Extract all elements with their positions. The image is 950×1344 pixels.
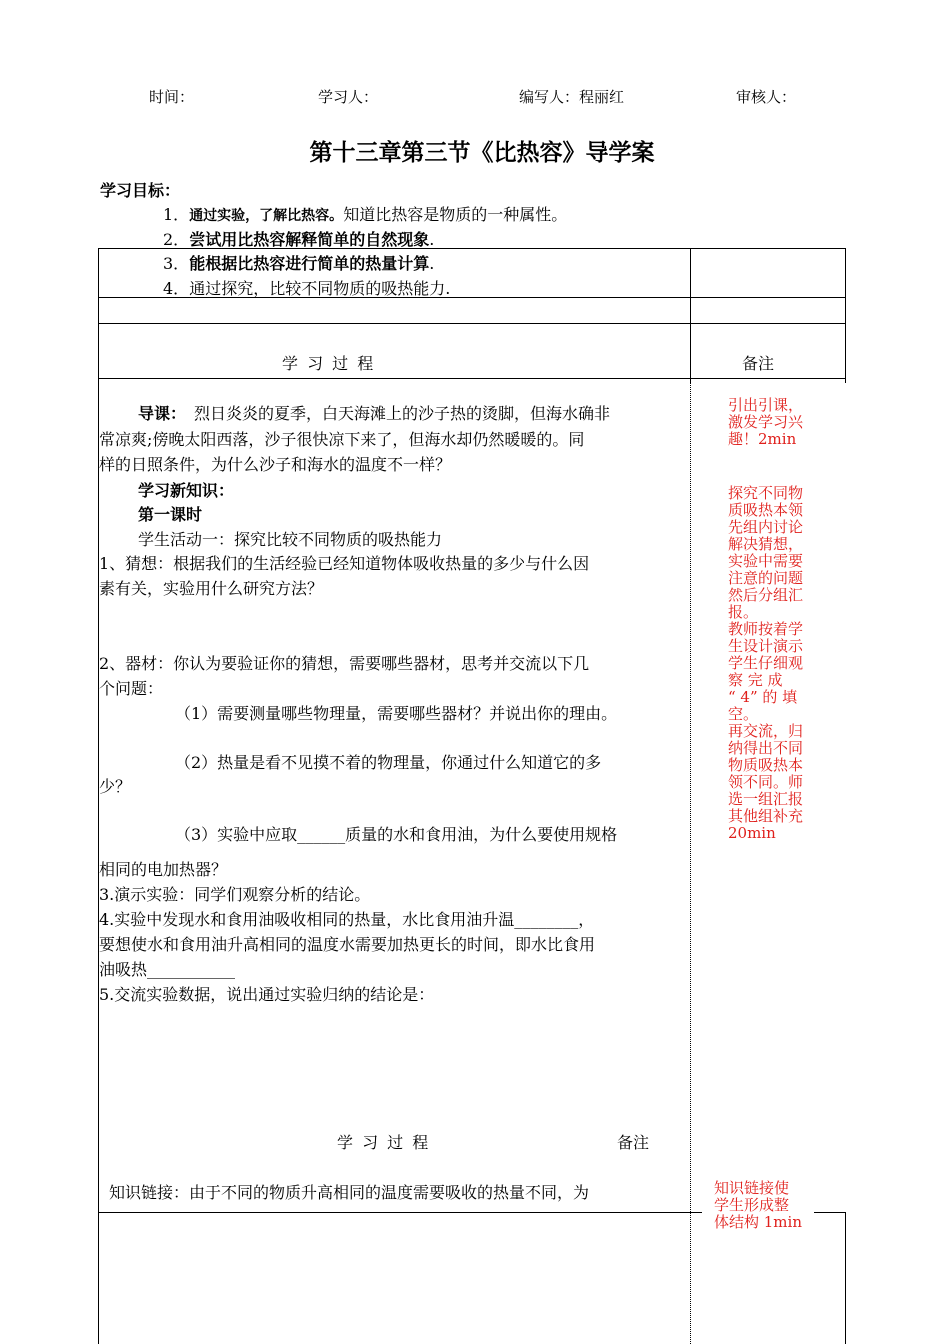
note-line: 引出引课， (728, 396, 804, 414)
note-line: 然后分组汇 (728, 586, 804, 604)
note-line: 激发学习兴 (728, 413, 804, 431)
note-line: 实验中需要 (728, 552, 804, 570)
note-line: 报。 (728, 603, 759, 621)
table-line (814, 1212, 845, 1213)
question-4: 油吸热___________ (99, 960, 236, 979)
table-line (98, 378, 845, 379)
question-1: 素有关，实验用什么研究方法？ (99, 579, 324, 598)
page-title: 第十三章第三节《比热容》导学案 (309, 139, 655, 166)
note-line: 纳得出不同 (728, 739, 804, 757)
question-1: 1、猜想：根据我们的生活经验已经知道物体吸收热量的多少与什么因 (99, 554, 590, 573)
objective-item (163, 276, 450, 299)
objective-text: 通过探究，比较不同物质的吸热能力. (189, 279, 451, 298)
note-line: 生设计演示 (728, 637, 804, 655)
note-line: 20min (728, 824, 776, 842)
objective-number: 2． (163, 230, 190, 249)
notes-header-2: 备注 (617, 1133, 650, 1152)
sub-question-2: （2）热量是看不见摸不着的物理量，你通过什么知道它的多 (175, 753, 602, 772)
intro-line: 常凉爽;傍晚太阳西落，沙子很快凉下来了，但海水却仍然暖暖的。同 (99, 430, 585, 449)
note-line: 探究不同物 (728, 484, 804, 502)
time-label: 时间： (149, 88, 195, 106)
note-line: 教师按着学 (728, 620, 804, 638)
note-line: 解决猜想， (728, 535, 804, 553)
sub-question-3: （3）实验中应取______质量的水和食用油，为什么要使用规格 (175, 825, 618, 844)
note-link (714, 1180, 802, 1231)
note-line: 趣！2min (728, 430, 797, 448)
activity1-title: 学生活动一：探究比较不同物质的吸热能力 (138, 530, 443, 549)
table-divider (690, 248, 691, 383)
objective-bold-text: 通过实验，了解比热容。 (189, 208, 344, 224)
objective-number: 1． (163, 205, 190, 224)
learner-label: 学习人： (318, 88, 379, 106)
table-divider (690, 383, 691, 1344)
question-2: 个问题： (99, 679, 164, 698)
note-line: 其他组补充 (728, 807, 804, 825)
question-4: 要想使水和食用油升高相同的温度水需要加热更长的时间，即水比食用 (99, 935, 596, 954)
note-line: 学生形成整 (714, 1196, 790, 1214)
note-activity (728, 485, 803, 842)
table-line (98, 323, 845, 324)
table-line (98, 248, 845, 249)
objectives-heading: 学习目标： (100, 181, 181, 200)
question-4: 4.实验中发现水和食用油吸收相同的热量，水比食用油升温________， (99, 910, 595, 929)
note-line: 注意的问题 (728, 569, 804, 587)
table-line (98, 1212, 702, 1213)
objective-number: 4． (163, 279, 190, 298)
objective-item (163, 202, 567, 225)
objective-bold-text: 尝试用比热容解释简单的自然现象 (189, 230, 430, 249)
objective-item (163, 251, 434, 274)
note-line: “ 4” 的 填 (728, 688, 798, 706)
sub-question-3: 相同的电加热器？ (99, 860, 228, 879)
note-line: 物质吸热本 (728, 756, 804, 774)
objective-text: 知道比热容是物质的一种属性。 (343, 205, 568, 224)
note-line: 体结构 1min (714, 1213, 802, 1231)
note-line: 领不同。师 (728, 773, 804, 791)
table-border-right (845, 248, 846, 383)
intro-label: 导课： (138, 404, 187, 423)
knowledge-link-text: 知识链接：由于不同的物质升高相同的温度需要吸收的热量不同，为 (109, 1183, 590, 1202)
table-border-right (845, 1212, 846, 1344)
first-period-heading: 第一课时 (138, 505, 203, 524)
objective-text: . (429, 254, 435, 273)
process-header: 学 习 过 程 (282, 354, 376, 373)
note-intro (728, 397, 803, 448)
objective-text: . (429, 230, 435, 249)
note-line: 选一组汇报 (728, 790, 804, 808)
process-header-2: 学 习 过 程 (337, 1133, 431, 1152)
note-line: 知识链接使 (714, 1179, 790, 1197)
note-line: 质吸热本领 (728, 501, 804, 519)
intro-line: 样的日照条件，为什么沙子和海水的温度不一样？ (99, 455, 452, 474)
question-2: 2、器材：你认为要验证你的猜想，需要哪些器材，思考并交流以下几 (99, 654, 590, 673)
objective-bold-text: 能根据比热容进行简单的热量计算 (189, 254, 430, 273)
sub-question-1: （1）需要测量哪些物理量，需要哪些器材？并说出你的理由。 (175, 704, 618, 723)
note-line: 先组内讨论 (728, 518, 804, 536)
question-5: 5.交流实验数据，说出通过实验归纳的结论是： (99, 985, 435, 1004)
reviewer-label: 审核人： (736, 88, 797, 106)
objective-item (163, 227, 434, 250)
author-label: 编写人：程丽红 (519, 88, 625, 106)
note-line: 察 完 成 (728, 671, 783, 689)
question-3: 3.演示实验：同学们观察分析的结论。 (99, 885, 371, 904)
note-line: 再交流，归 (728, 722, 804, 740)
sub-question-2: 少？ (99, 777, 132, 796)
note-line: 空。 (728, 705, 759, 723)
new-knowledge-heading: 学习新知识： (138, 481, 235, 500)
table-line (98, 297, 845, 298)
intro-line: 烈日炎炎的夏季，白天海滩上的沙子热的烫脚，但海水确非 (194, 404, 611, 423)
objective-number: 3． (163, 254, 190, 273)
note-line: 学生仔细观 (728, 654, 804, 672)
notes-header: 备注 (742, 354, 775, 373)
